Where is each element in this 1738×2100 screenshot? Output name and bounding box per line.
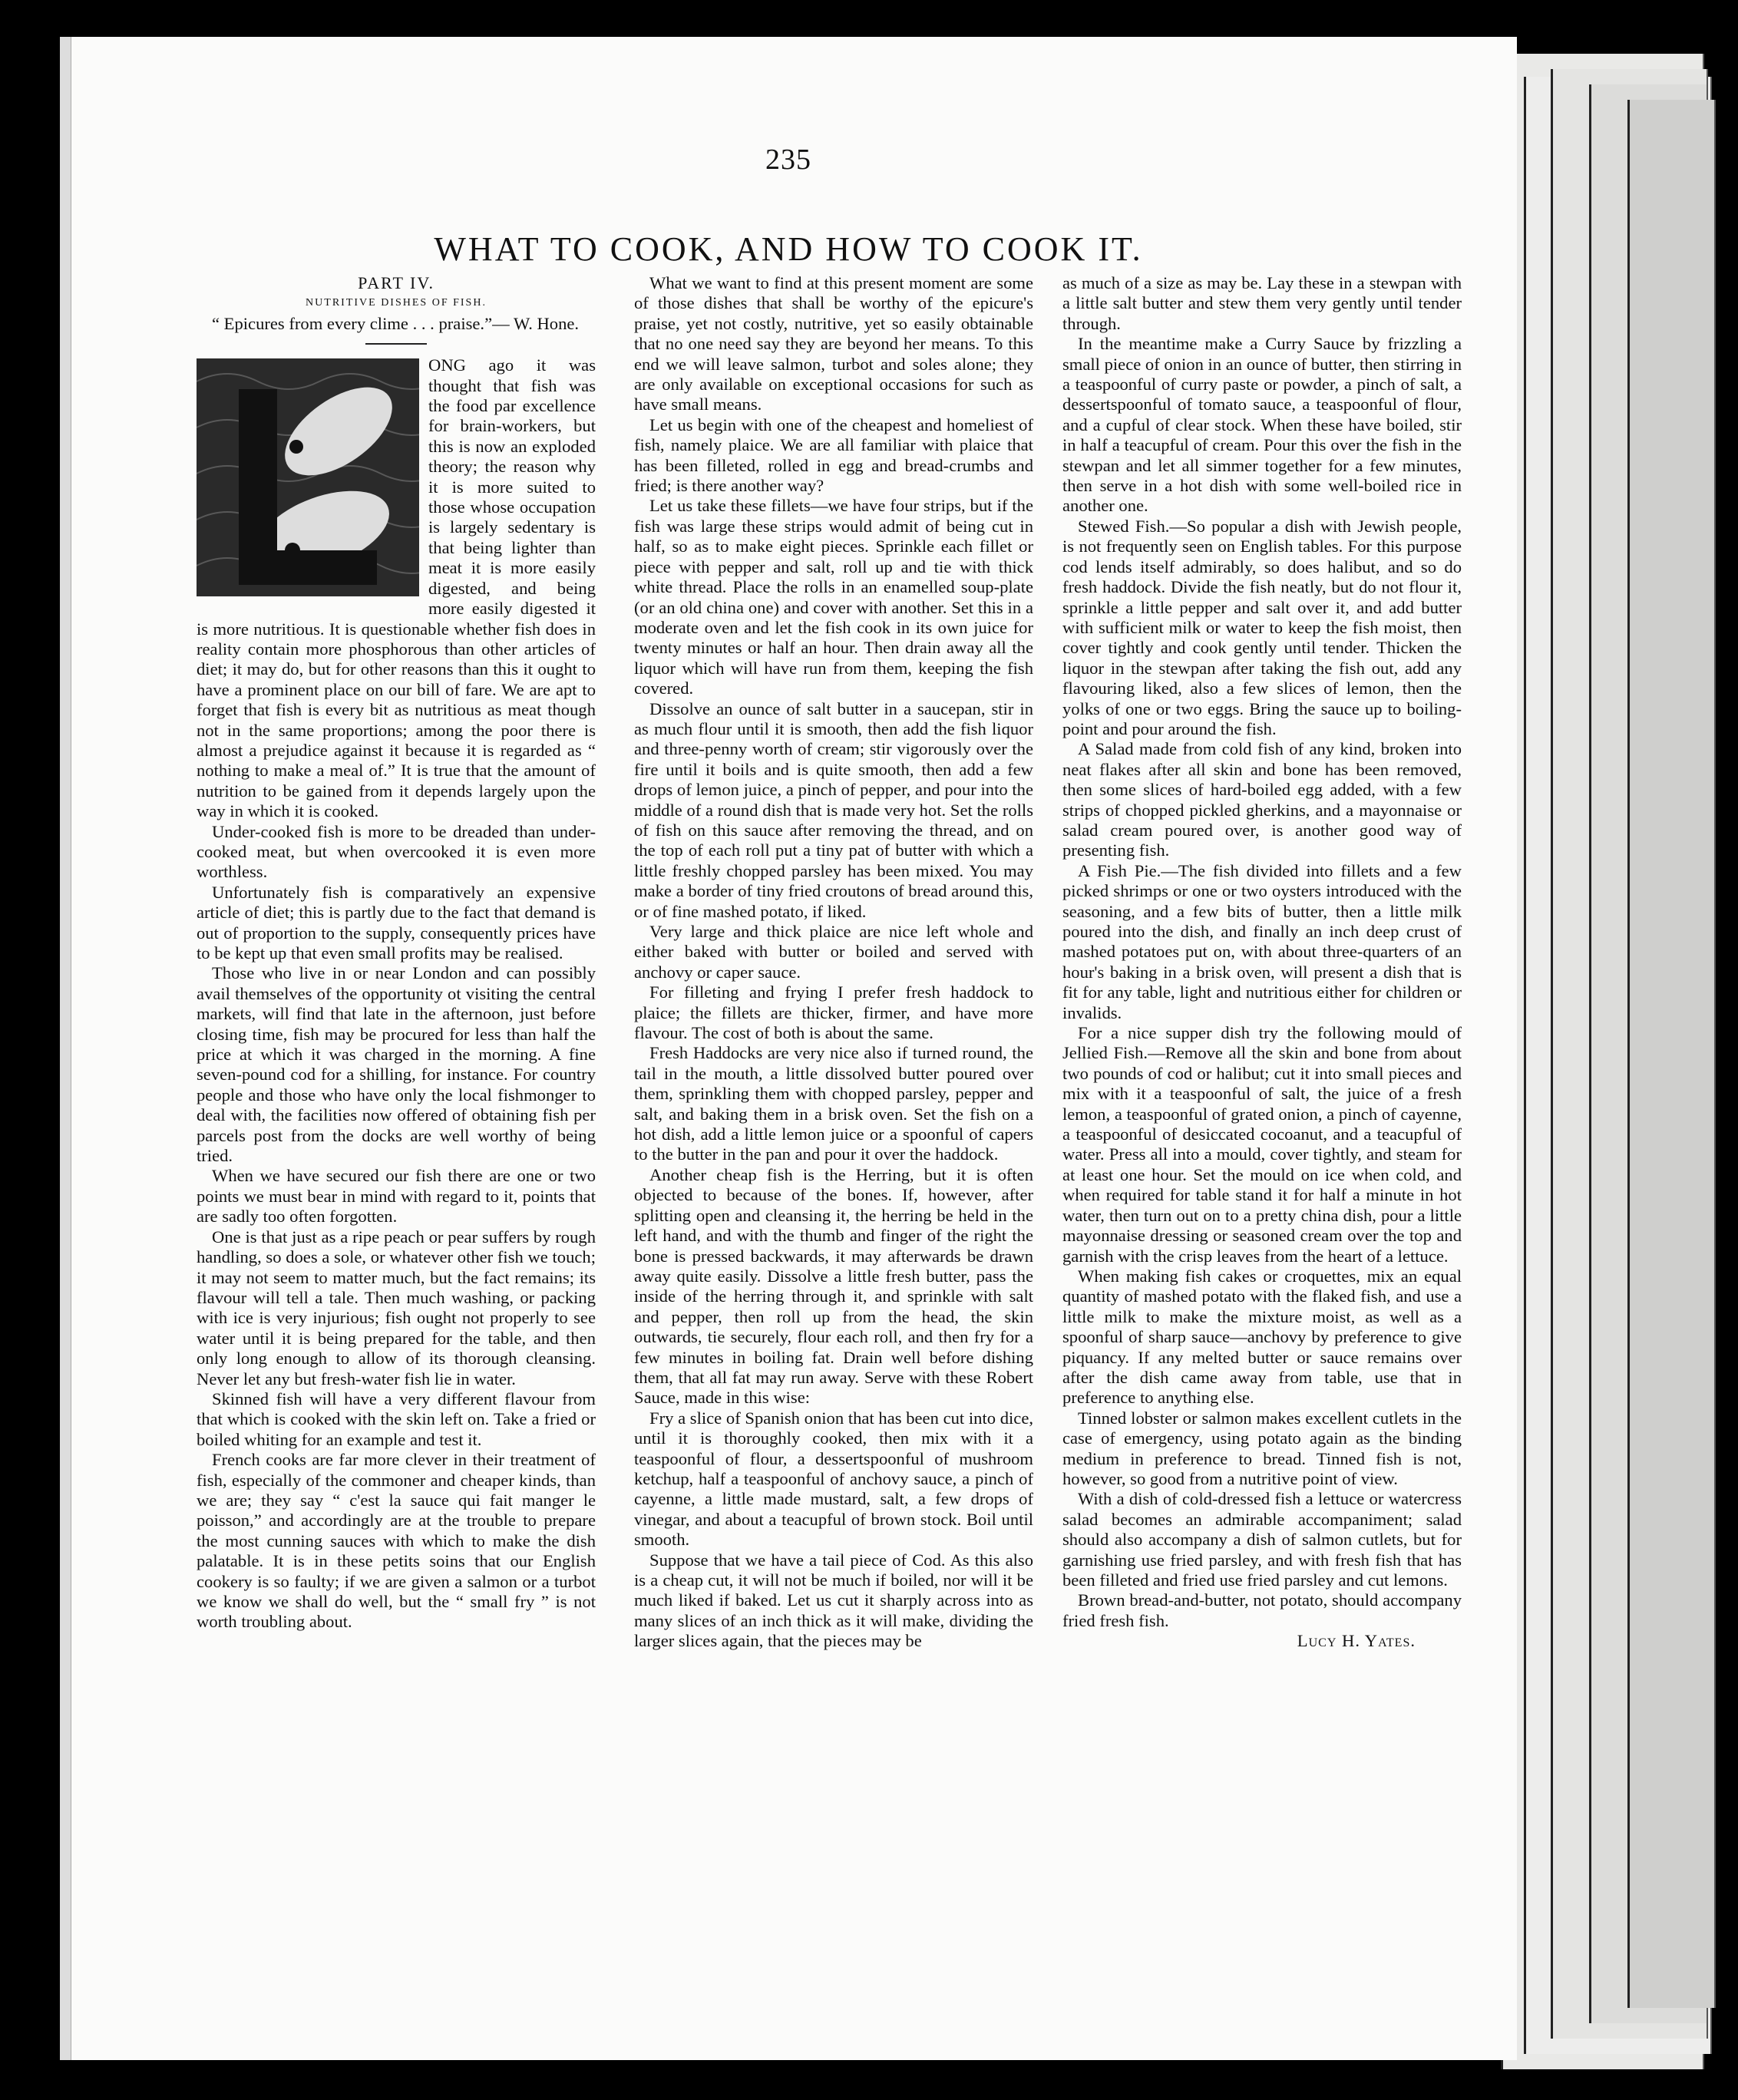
- paragraph: What we want to find at this present moment are some of those dishes that shall be worthy of the epicure's praise, yet not costly, nutritive, yet so easily obtainable that no one need say they are beyond her means. To this end we will leave salmon, turbot and soles alone; they are only available on exceptional occasions for such as have small means.: [634, 273, 1033, 414]
- fish-illustration-icon: [197, 358, 419, 596]
- paragraph: A Salad made from cold fish of any kind, broken into neat flakes after all skin and bone has been removed, then some slices of hard-boiled egg added, with a few strips of chopped pickled gherkins, and a mayonnaise or salad cream poured over, is another good way of presenting fish.: [1062, 739, 1462, 860]
- column-3: [1062, 273, 1462, 1652]
- book-page: [60, 37, 1517, 2060]
- page-edge: [1627, 100, 1716, 2008]
- paragraph: Unfortunately fish is comparatively an expensive article of diet; this is partly due to the fact that demand is out of proportion to the supply, consequently prices have to be kept up that even small profits may be realised.: [197, 882, 596, 963]
- paragraph: For a nice supper dish try the following mould of Jellied Fish.—Remove all the skin and bone from about two pounds of cod or halibut; cut it into small pieces and mix with it a teaspoonful of salt, the juice of a fresh lemon, a teaspoonful of grated onion, a pinch of cayenne, a teaspoonful of desiccated cocoanut, and a teacupful of water. Press all into a mould, cover tightly, and steam for at least one hour. Set the mould on ice when cold, and when required for table stand it for half a minute in hot water, then turn out on to a pretty china dish, pour a little mayonnaise dressing or seasoned cream over the top and garnish with the crisp leaves from the heart of a lettuce.: [1062, 1023, 1462, 1266]
- illustrated-initial-l: [197, 358, 419, 596]
- paragraph: When making fish cakes or croquettes, mix an equal quantity of mashed potato with the flaked fish, and use a little milk to make the mixture moist, as well as a spoonful of sharp sauce—anchovy by preference to give piquancy. If any melted butter or sauce remains over after the dish came away from table, use that in preference to anything else.: [1062, 1266, 1462, 1408]
- paragraph: A Fish Pie.—The fish divided into fillets and a few picked shrimps or one or two oysters introduced with the seasoning, and a few bits of butter, then a little milk poured into the dish, and finally an inch deep crust of mashed potatoes put on, with about three-quarters of an hour's baking in a brisk oven, will present a dish that is fit for any table, light and nutritious either for children or invalids.: [1062, 860, 1462, 1022]
- paragraph: ONG ago it was thought that fish was the food par excellence for brain-workers, but this is now an exploded theory; the reason why it is more suited to those whose occupation is largely sedentary is that being lighter than meat it is more easily digested, and being more easily digested it is more nutritious. It is questionable whether fish does in reality contain more phosphorous than other articles of diet; it may do, but for other reasons than this it ought to have a prominent place on our bill of fare. We are apt to forget that fish is every bit as nutritious as meat though not in the same proportions; among the poor there is almost a prejudice against it because it is regarded as “ nothing to make a meal of.” It is true that the amount of nutrition to be gained from it depends largely upon the way in which it is cooked.: [197, 355, 596, 821]
- part-heading: PART IV.: [358, 273, 434, 292]
- paragraph: Skinned fish will have a very different flavour from that which is cooked with the skin left on. Take a fried or boiled whiting for an example and test it.: [197, 1388, 596, 1449]
- epigraph: “ Epicures from every clime . . . praise.”— W. Hone.: [212, 313, 580, 333]
- paragraph: One is that just as a ripe peach or pear suffers by rough handling, so does a sole, or whatever other fish we touch; it may not seem to matter much, but the fact remains; its flavour will tell a tale. Then much washing, or packing with ice is very injurious; fish ought not properly to see water until it is being prepared for the table, and then only long enough to allow of its thorough cleansing. Never let any but fresh-water fish lie in water.: [197, 1227, 596, 1388]
- paragraph: Those who live in or near London and can possibly avail themselves of the opportunity ot visiting the central markets, will find that late in the afternoon, just before closing time, fish may be procured for less than half the price at which it was charged in the morning. A fine seven-pound cod for a shilling, for instance. For country people and those who have only the local fishmonger to deal with, the facilities now offered of obtaining fish per parcels post from the docks are well worthy of being tried.: [197, 963, 596, 1166]
- paragraph: Suppose that we have a tail piece of Cod. As this also is a cheap cut, it will not be much if boiled, nor will it be much liked if baked. Let us cut it sharply across into as many slices of an inch thick as it will make, dividing the larger slices again, that the pieces may be: [634, 1550, 1033, 1651]
- paragraph: Let us begin with one of the cheapest and homeliest of fish, namely plaice. We are all familiar with plaice that has been filleted, rolled in egg and bread-crumbs and fried; is there another way?: [634, 414, 1033, 496]
- binding: [60, 37, 71, 2060]
- column-2: [634, 273, 1033, 1652]
- paragraph: Another cheap fish is the Herring, but it is often objected to because of the bones. If, however, after splitting open and cleansing it, the herring be held in the left hand, and with the thumb and finger of the right the bone is pressed backwards, it may afterwards be drawn away quite easily. Dissolve a little fresh butter, pass the inside of the herring through it, and sprinkle with salt and pepper, then roll up from the head, the skin outwards, tie securely, flour each roll, and then fry for a few minutes in boiling fat. Drain well before dishing them, that all fat may run away. Serve with these Robert Sauce, made in this wise:: [634, 1164, 1033, 1408]
- page-number: 235: [765, 144, 811, 176]
- article-title: WHAT TO COOK, AND HOW TO COOK IT.: [434, 230, 1143, 269]
- paragraph: Fresh Haddocks are very nice also if turned round, the tail in the mouth, a little dissolved butter poured over them, sprinkling them with chopped parsley, pepper and salt, and baking them in a brisk oven. Set the fish on a hot dish, add a little lemon juice or a spoonful of capers to the butter in the pan and pour it over the haddock.: [634, 1043, 1033, 1164]
- author-signature: Lucy H. Yates.: [1297, 1631, 1416, 1651]
- paragraph: Dissolve an ounce of salt butter in a saucepan, stir in as much flour until it is smooth, then add the fish liquor and three-penny worth of cream; stir vigorously over the fire until it boils and is quite smooth, then add a few drops of lemon juice, a pinch of pepper, and pour into the middle of a round dish that is made very hot. Set the rolls of fish on this sauce after removing the thread, and on the top of each roll put a tiny pat of butter with which a little freshly chopped parsley has been mixed. You may make a border of tiny fried croutons of bread around this, or of fine mashed potato, if liked.: [634, 698, 1033, 921]
- paragraph: In the meantime make a Curry Sauce by frizzling a small piece of onion in an ounce of butter, then stirring in a teaspoonful of curry paste or powder, a pinch of salt, a dessertspoonful of tomato sauce, a teaspoonful of flour, and a cupful of clear stock. When these have boiled, stir in half a teacupful of cream. Pour this over the fish in the stewpan and let all simmer together for a few minutes, then serve in a hot dish with some well-boiled rice in another one.: [1062, 334, 1462, 516]
- paragraph: Fry a slice of Spanish onion that has been cut into dice, until it is thoroughly cooked, then mix with it a teaspoonful of flour, a dessertspoonful of mushroom ketchup, half a teaspoonful of anchovy sauce, a pinch of cayenne, a little made mustard, salt, a few drops of vinegar, and about a teacupful of brown stock. Boil until smooth.: [634, 1408, 1033, 1550]
- section-subtitle: NUTRITIVE DISHES OF FISH.: [306, 297, 487, 309]
- paragraph: as much of a size as may be. Lay these in a stewpan with a little salt butter and stew them very gently until tender through.: [1062, 273, 1462, 333]
- paragraph: Let us take these fillets—we have four strips, but if the fish was large these strips would admit of being cut in half, so as to make eight pieces. Sprinkle each fillet or piece with pepper and salt, roll up and tie with thick white thread. Place the rolls in an enamelled soup-plate (or an old china one) and cover with another. Set this in a moderate oven and let the fish cook in its own juice for twenty minutes or half an hour. Then drain away all the liquor which will have run from them, keeping the fish covered.: [634, 496, 1033, 698]
- column-1: [197, 273, 596, 1633]
- paragraph: With a dish of cold-dressed fish a lettuce or watercress salad becomes an admirable accompaniment; salad should also accompany a dish of salmon cutlets, but for garnishing use fried parsley, and with fresh fish that has been filleted and fried use fried parsley and cut lemons.: [1062, 1489, 1462, 1590]
- paragraph: Under-cooked fish is more to be dreaded than under-cooked meat, but when overcooked it is even more worthless.: [197, 821, 596, 882]
- paragraph: For filleting and frying I prefer fresh haddock to plaice; the fillets are thicker, firmer, and have more flavour. The cost of both is about the same.: [634, 982, 1033, 1043]
- paragraph: Brown bread-and-butter, not potato, should accompany fried fresh fish.: [1062, 1590, 1462, 1630]
- divider: [365, 343, 427, 345]
- paragraph: Stewed Fish.—So popular a dish with Jewish people, is not frequently seen on English tables. For this purpose cod lends itself admirably, so does halibut, and so do fresh haddock. Divide the fish neatly, but do not flour it, sprinkle a little pepper and salt over it, and add butter with sufficient milk or water to keep the fish moist, then cover tightly and cook gently until tender. Thicken the liquor in the stewpan after taking the fish out, add any flavouring liked, also a few slices of lemon, then the yolks of one or two eggs. Bring the sauce up to boiling-point and pour around the fish.: [1062, 516, 1462, 738]
- paragraph: French cooks are far more clever in their treatment of fish, especially of the commoner and cheaper kinds, than we are; they say “ c'est la sauce qui fait manger le poisson,” and accordingly are at the trouble to prepare the most cunning sauces with which to make the dish palatable. It is in these petits soins that our English cookery is so faulty; if we are given a salmon or a turbot we know we shall do well, but the “ small fry ” is not worth troubling about.: [197, 1450, 596, 1632]
- paragraph: When we have secured our fish there are one or two points we must bear in mind with regard to it, points that are sadly too often forgotten.: [197, 1166, 596, 1227]
- paragraph: Tinned lobster or salmon makes excellent cutlets in the case of emergency, using potato again as the binding medium in preference to bread. Tinned fish is not, however, so good from a nutritive point of view.: [1062, 1408, 1462, 1488]
- paragraph: Very large and thick plaice are nice left whole and either baked with butter or boiled and served with anchovy or caper sauce.: [634, 922, 1033, 982]
